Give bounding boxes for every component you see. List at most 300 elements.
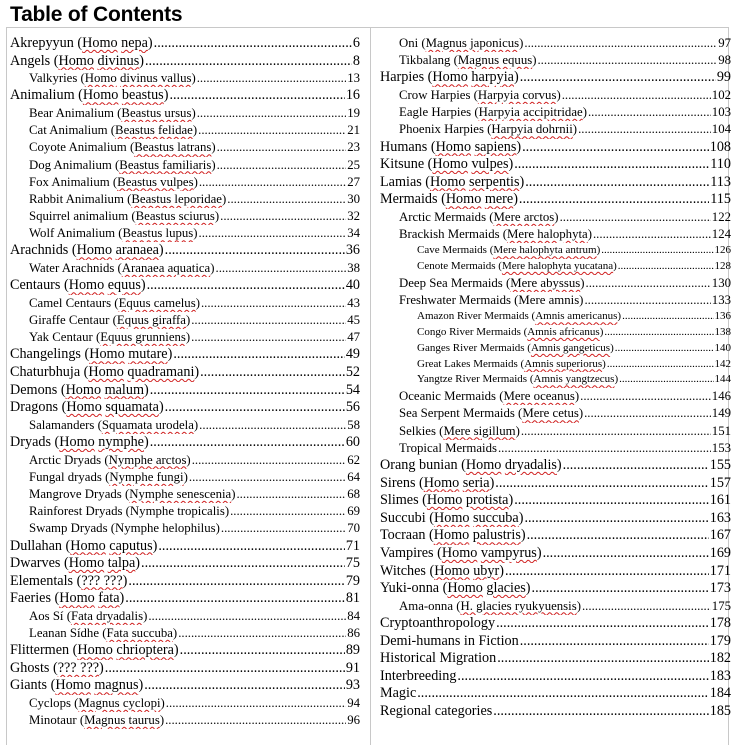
toc-entry-italic-text: Beastus lupus	[122, 226, 194, 241]
toc-entry[interactable]	[380, 545, 731, 563]
toc-entry[interactable]	[10, 382, 360, 400]
toc-entry[interactable]	[380, 35, 731, 52]
toc-entry[interactable]	[380, 341, 731, 357]
toc-entry-page-number: 138	[714, 326, 731, 339]
toc-entry-italic-text: Homo	[88, 364, 124, 380]
dot-leader	[146, 277, 345, 295]
toc-entry[interactable]	[10, 191, 360, 208]
toc-entry-page-number: 71	[345, 537, 360, 554]
toc-entry[interactable]	[10, 573, 360, 591]
toc-entry-label	[29, 695, 165, 712]
toc-entry[interactable]	[10, 399, 360, 417]
toc-entry[interactable]	[10, 35, 360, 53]
toc-entry-page-number: 75	[345, 555, 360, 572]
toc-entry[interactable]	[380, 668, 731, 686]
toc-entry[interactable]	[10, 503, 360, 520]
toc-entry[interactable]	[380, 650, 731, 668]
toc-entry-page-number: 183	[709, 667, 731, 684]
toc-entry-label	[10, 660, 104, 678]
toc-entry[interactable]	[380, 440, 731, 457]
toc-entry-text: Amazon River Mermaids (	[417, 310, 536, 323]
toc-entry[interactable]	[380, 703, 731, 721]
toc-entry-text: Oceanic Mermaids (	[399, 389, 504, 404]
toc-entry-label	[417, 309, 621, 325]
toc-entry-italic-text: Fata succuba	[106, 626, 173, 641]
toc-entry[interactable]	[380, 259, 731, 275]
toc-entry-label	[399, 209, 559, 226]
toc-entry-page-number: 84	[347, 608, 360, 623]
toc-entry[interactable]	[10, 346, 360, 364]
toc-entry-text: Regional categories	[380, 702, 493, 719]
toc-entry-label	[10, 399, 164, 417]
toc-entry-italic-text: Magnus cyclopi	[78, 696, 161, 711]
toc-entry-text: )	[231, 486, 236, 501]
toc-entry-text: Camel Centaurs (	[29, 295, 119, 310]
toc-entry[interactable]	[10, 70, 360, 87]
dot-leader	[198, 225, 347, 242]
toc-entry-label	[29, 70, 196, 87]
toc-entry[interactable]	[10, 677, 360, 695]
toc-entry-label	[10, 364, 199, 382]
dot-leader	[504, 563, 709, 581]
toc-entry[interactable]	[10, 486, 360, 503]
toc-entry-text: )	[138, 677, 144, 694]
toc-entry[interactable]	[380, 325, 731, 341]
toc-entry-page-number: 19	[347, 105, 360, 120]
dot-leader	[523, 35, 717, 52]
toc-entry-text: )	[587, 227, 592, 242]
toc-entry-italic-text: succuba	[473, 509, 519, 526]
toc-entry-italic-text: Mere cetus	[522, 406, 579, 421]
toc-entry[interactable]	[10, 312, 360, 329]
toc-entry[interactable]	[380, 275, 731, 292]
toc-entry[interactable]	[10, 87, 360, 105]
toc-entry[interactable]	[380, 423, 731, 440]
toc-entry[interactable]	[10, 174, 360, 191]
toc-entry[interactable]	[10, 538, 360, 556]
toc-entry-text: )	[599, 326, 604, 339]
toc-entry-label	[399, 440, 497, 457]
toc-entry[interactable]	[10, 260, 360, 277]
toc-entry-text: Angels (	[10, 52, 59, 69]
toc-entry-text: )	[143, 381, 149, 398]
toc-entry[interactable]	[380, 527, 731, 545]
toc-entry-text: )	[143, 433, 149, 450]
toc-entry-text: )	[192, 123, 198, 138]
toc-entry-label	[380, 191, 518, 209]
toc-entry-text: )	[580, 275, 585, 290]
toc-entry-page-number: 38	[347, 261, 360, 276]
toc-entry-italic-text: Homo	[434, 562, 470, 579]
toc-entry-text: )	[572, 122, 578, 137]
toc-entry-text: )	[193, 174, 198, 189]
toc-entry-page-number: 6	[352, 35, 360, 51]
toc-entry[interactable]	[380, 388, 731, 405]
dot-leader	[172, 346, 344, 364]
toc-entry-text: Congo River Mermaids (	[417, 326, 528, 339]
toc-entry-page-number: 122	[711, 209, 731, 224]
toc-entry-text: )	[191, 71, 196, 86]
toc-entry-text: Wolf Animalium (	[29, 226, 123, 241]
toc-entry-text: )	[152, 537, 158, 554]
toc-entry[interactable]	[380, 174, 731, 192]
dot-leader	[559, 209, 711, 226]
toc-entry-italic-text: sapiens	[474, 138, 517, 155]
toc-entry-italic-text: vulpes	[471, 156, 509, 173]
toc-entry[interactable]	[10, 295, 360, 312]
toc-entry[interactable]	[380, 685, 731, 703]
toc-entry[interactable]	[380, 87, 731, 104]
toc-entry-text: Tocraan (	[380, 527, 434, 544]
toc-entry-page-number: 45	[347, 313, 360, 328]
toc-entry-text: )	[186, 452, 191, 467]
dot-leader	[520, 423, 711, 440]
toc-entry[interactable]	[10, 520, 360, 537]
toc-entry[interactable]	[10, 417, 360, 434]
toc-entry-italic-text: caputus	[109, 537, 153, 554]
toc-entry[interactable]	[380, 580, 731, 598]
toc-entry[interactable]	[380, 52, 731, 69]
toc-entry[interactable]	[380, 309, 731, 325]
toc-entry-italic-text: Mere sigillum	[443, 423, 516, 438]
toc-entry-text: Tropical Mermaids	[399, 440, 497, 455]
toc-entry-label	[399, 87, 561, 104]
dot-leader	[531, 580, 709, 598]
dot-leader	[144, 53, 352, 71]
toc-entry-page-number: 47	[347, 330, 360, 345]
toc-entry-italic-text: glacies	[486, 580, 526, 597]
toc-entry-label	[10, 277, 146, 295]
toc-entry-label	[10, 242, 164, 260]
dot-leader	[513, 156, 709, 174]
toc-entry-page-number: 27	[347, 174, 360, 189]
toc-entry-label	[399, 35, 523, 52]
toc-entry-text: Eagle Harpies (	[399, 105, 479, 120]
toc-entry-text: Orang bunian (	[380, 456, 466, 473]
toc-entry-page-number: 110	[710, 156, 731, 173]
toc-entry-page-number: 149	[711, 406, 731, 421]
dot-leader	[191, 452, 347, 469]
dot-leader	[164, 712, 346, 729]
toc-entry[interactable]	[10, 105, 360, 122]
toc-entry[interactable]	[380, 633, 731, 651]
toc-entry-italic-text: Harpyia dohrnii	[491, 122, 573, 137]
toc-entry-text: )	[195, 295, 200, 310]
toc-entry-italic-text: Nymphe fungi	[109, 469, 184, 484]
toc-entry-italic-text: divinus vallus	[120, 71, 192, 86]
toc-entry-page-number: 89	[345, 642, 360, 659]
toc-entry-text: Lamias (	[380, 173, 431, 190]
toc-entry-italic-text: Amnis superiorus	[524, 357, 603, 370]
toc-entry-italic-text: equus	[107, 277, 141, 294]
toc-entry[interactable]	[380, 492, 731, 510]
toc-entry-italic-text: Homo	[68, 277, 105, 294]
toc-entry[interactable]	[380, 156, 731, 174]
toc-entry-page-number: 130	[711, 275, 731, 290]
toc-entry[interactable]	[10, 53, 360, 71]
toc-entry-page-number: 146	[711, 389, 731, 404]
toc-entry[interactable]	[380, 191, 731, 209]
toc-entry-text: Elementals (	[10, 572, 82, 589]
toc-entry-page-number: 182	[709, 650, 731, 667]
toc-entry-text: )	[185, 330, 191, 345]
toc-entry[interactable]	[10, 242, 360, 260]
toc-entry[interactable]	[10, 469, 360, 486]
toc-entry-text: )	[122, 572, 128, 589]
toc-entry[interactable]	[10, 625, 360, 642]
toc-entry-text: )	[610, 341, 614, 354]
dot-leader	[496, 650, 708, 668]
toc-entry-text: Animalium (	[10, 87, 83, 104]
toc-entry-text: )	[578, 406, 584, 421]
toc-entry-label	[29, 712, 164, 729]
toc-entry[interactable]	[380, 405, 731, 422]
toc-entry[interactable]	[10, 712, 360, 729]
dot-leader	[196, 70, 346, 87]
toc-entry-italic-text: ubyr	[473, 562, 500, 579]
toc-entry-page-number: 161	[709, 492, 731, 509]
toc-entry[interactable]	[380, 510, 731, 528]
toc-entry-page-number: 175	[711, 598, 731, 613]
toc-entry-text: )	[596, 244, 601, 257]
toc-entry-italic-text: vampyrus	[480, 544, 537, 561]
toc-entry[interactable]	[10, 122, 360, 139]
toc-entry[interactable]	[380, 209, 731, 226]
toc-entry-text: Deep Sea Mermaids (	[399, 275, 511, 290]
toc-entry-page-number: 97	[718, 36, 731, 50]
toc-entry-italic-text: quadramani	[127, 364, 195, 380]
toc-entry-text: )	[99, 659, 104, 676]
toc-entry-text: Mangrove Dryads (	[29, 486, 130, 501]
toc-entry-text: Cenote Mermaids (	[417, 260, 502, 273]
toc-entry[interactable]	[10, 660, 360, 678]
dot-leader	[542, 545, 709, 563]
toc-entry-page-number: 91	[345, 659, 360, 676]
dot-leader	[519, 633, 709, 651]
toc-entry-italic-text: Beastus ursus	[121, 105, 192, 120]
toc-entry-label	[399, 292, 583, 309]
toc-entry-text: )	[160, 696, 165, 711]
toc-entry-italic-text: Magnus equus	[457, 53, 533, 68]
toc-entry-page-number: 60	[345, 433, 360, 450]
toc-entry[interactable]	[380, 457, 731, 475]
dot-leader	[216, 139, 347, 156]
toc-entry[interactable]	[10, 434, 360, 452]
toc-entry-text: Salamanders (	[29, 417, 102, 432]
toc-entry-page-number: 126	[714, 244, 731, 257]
dot-leader	[188, 469, 346, 486]
toc-entry-page-number: 171	[709, 562, 731, 579]
dot-leader	[199, 364, 345, 382]
toc-entry-italic-text: malum	[104, 381, 144, 398]
toc-entry[interactable]	[380, 226, 731, 243]
toc-entry-italic-text: Beastus familiaris	[119, 157, 212, 172]
toc-entry-page-number: 25	[347, 157, 360, 172]
toc-entry-text: )	[519, 173, 525, 190]
toc-entry[interactable]	[380, 121, 731, 138]
toc-entry-label	[380, 475, 494, 493]
toc-entry[interactable]	[10, 590, 360, 608]
toc-entry-text: Demons (	[10, 381, 66, 398]
toc-entry-label	[380, 457, 562, 475]
toc-entry-text: Slimes (	[380, 492, 427, 509]
toc-entry[interactable]	[380, 598, 731, 615]
toc-entry[interactable]	[380, 292, 731, 309]
toc-entry-page-number: 69	[347, 504, 360, 519]
toc-entry[interactable]	[10, 139, 360, 156]
toc-entry[interactable]	[10, 329, 360, 346]
toc-entry-text: Fungal dryads (	[29, 469, 110, 484]
toc-entry-text: Magic	[380, 685, 417, 702]
dot-leader	[200, 295, 346, 312]
toc-entry-text: )	[210, 261, 215, 276]
toc-entry-label	[29, 105, 196, 122]
toc-entry-page-number: 155	[709, 456, 731, 473]
toc-entry-italic-text: ??? ???	[57, 659, 100, 676]
toc-entry-label	[417, 259, 617, 275]
toc-entry-italic-text: Homo	[55, 677, 91, 694]
toc-entry-text: )	[556, 87, 561, 102]
toc-entry-italic-text: dryadalis	[504, 456, 557, 473]
toc-entry-label	[10, 382, 149, 400]
dot-leader	[220, 520, 346, 537]
toc-entry-text: )	[191, 105, 196, 120]
toc-entry-text: Giraffe Centaur (	[29, 313, 117, 328]
toc-entry[interactable]	[10, 364, 360, 382]
toc-entry-italic-text: mutare	[128, 346, 168, 363]
toc-entry-label	[10, 573, 127, 591]
toc-entry-label	[380, 563, 504, 581]
toc-entry-italic-text: ??? ???	[81, 572, 123, 589]
toc-entry-italic-text: Homo	[441, 544, 478, 561]
toc-entry-italic-text: Beastus latrans	[134, 140, 212, 155]
toc-entry-text: )	[556, 456, 562, 473]
toc-entry-page-number: 142	[714, 357, 731, 370]
toc-entry-text: )	[211, 157, 216, 172]
toc-entry-text: )	[554, 209, 559, 224]
toc-entry-text: Arctic Dryads (	[29, 452, 109, 467]
toc-entry-text: )	[536, 544, 542, 561]
toc-entry-italic-text: Mere arctos	[493, 209, 555, 224]
toc-entry-text: Changelings (	[10, 346, 90, 363]
toc-entry[interactable]	[380, 139, 731, 157]
toc-entry-italic-text: Amnis americanus	[535, 310, 618, 323]
toc-entry-italic-text: Homo	[423, 474, 460, 491]
toc-entry[interactable]	[10, 157, 360, 174]
toc-entry-label	[399, 388, 579, 405]
toc-entry-page-number: 62	[347, 452, 360, 467]
toc-entry-page-number: 34	[347, 226, 360, 241]
toc-entry-label	[399, 598, 581, 615]
toc-entry-italic-text: Mere oceanus	[503, 389, 575, 404]
toc-entry[interactable]	[380, 372, 731, 388]
dot-leader	[157, 538, 344, 556]
toc-entry-italic-text: Beastus leporidae	[131, 191, 222, 206]
toc-entry-italic-text: Homo	[65, 381, 102, 398]
toc-entry-italic-text: Mere abyssus	[510, 275, 581, 290]
toc-entry-italic-text: Fata dryadalis	[70, 608, 144, 623]
toc-entry-italic-text: magnus	[94, 677, 139, 694]
toc-entry-text: )	[516, 138, 522, 155]
dot-leader	[215, 260, 347, 277]
toc-entry-italic-text: squamata	[105, 399, 159, 416]
toc-entry-page-number: 140	[714, 341, 731, 354]
toc-entry-label	[380, 69, 519, 87]
toc-entry-page-number: 108	[709, 138, 731, 155]
toc-entry-text: Brackish Mermaids (	[399, 227, 508, 242]
toc-entry[interactable]	[10, 452, 360, 469]
toc-entry[interactable]	[380, 69, 731, 87]
page-title: Table of Contents	[10, 3, 183, 26]
toc-entry-label	[29, 469, 188, 486]
toc-entry[interactable]	[380, 563, 731, 581]
toc-entry-label	[29, 191, 226, 208]
toc-entry-label	[417, 325, 603, 341]
toc-entry-italic-text: aranaea	[115, 242, 159, 259]
toc-entry[interactable]	[380, 615, 731, 633]
toc-entry-label	[380, 615, 495, 633]
toc-entry[interactable]	[10, 208, 360, 225]
toc-entry-page-number: 185	[709, 702, 731, 719]
toc-entry-text: )	[143, 608, 148, 623]
dot-leader	[585, 275, 711, 292]
toc-entry[interactable]	[380, 475, 731, 493]
toc-entry-label	[29, 417, 198, 434]
toc-entry-text: Faeries (	[10, 590, 60, 607]
dot-leader	[579, 388, 711, 405]
toc-entry-label	[10, 590, 124, 608]
toc-entry-page-number: 30	[347, 191, 360, 206]
dot-leader	[492, 703, 708, 721]
toc-entry-label	[399, 226, 592, 243]
dot-leader	[149, 382, 345, 400]
toc-entry-page-number: 21	[347, 123, 360, 138]
toc-entry[interactable]	[10, 277, 360, 295]
toc-entry-text: )	[617, 310, 622, 323]
toc-entry-label	[417, 243, 600, 259]
toc-entry[interactable]	[10, 225, 360, 242]
toc-entry-italic-text: talpa	[107, 555, 136, 572]
dot-leader	[164, 399, 345, 417]
dot-leader	[561, 87, 711, 104]
toc-entry[interactable]	[10, 695, 360, 712]
dot-leader	[177, 625, 346, 642]
toc-entry-text: Humans (	[380, 138, 436, 155]
page-frame-left-border	[6, 27, 7, 745]
dot-leader	[147, 608, 346, 625]
toc-entry-page-number: 128	[714, 260, 731, 273]
toc-entry[interactable]	[10, 642, 360, 660]
toc-entry-text: )	[513, 69, 519, 86]
toc-entry-italic-text: divinus	[97, 52, 140, 69]
toc-entry-italic-text: Harpyia accipitridae	[478, 105, 583, 120]
toc-entry-italic-text: Magnus japonicus	[425, 36, 520, 50]
toc-entry[interactable]	[380, 243, 731, 259]
dot-leader	[456, 668, 708, 686]
toc-entry-italic-text: Homo	[68, 555, 105, 572]
toc-entry-text: Freshwater Mermaids (Mere amnis)	[399, 293, 584, 308]
toc-entry[interactable]	[10, 608, 360, 625]
toc-entry[interactable]	[380, 104, 731, 121]
toc-entry-page-number: 157	[709, 474, 731, 491]
toc-entry-text: )	[185, 313, 191, 328]
toc-entry-label	[29, 260, 215, 277]
toc-entry-page-number: 40	[345, 277, 360, 294]
toc-entry-page-number: 43	[347, 295, 360, 310]
toc-entry-italic-text: Homo	[76, 242, 113, 259]
toc-entry[interactable]	[380, 357, 731, 373]
toc-entry[interactable]	[10, 555, 360, 573]
